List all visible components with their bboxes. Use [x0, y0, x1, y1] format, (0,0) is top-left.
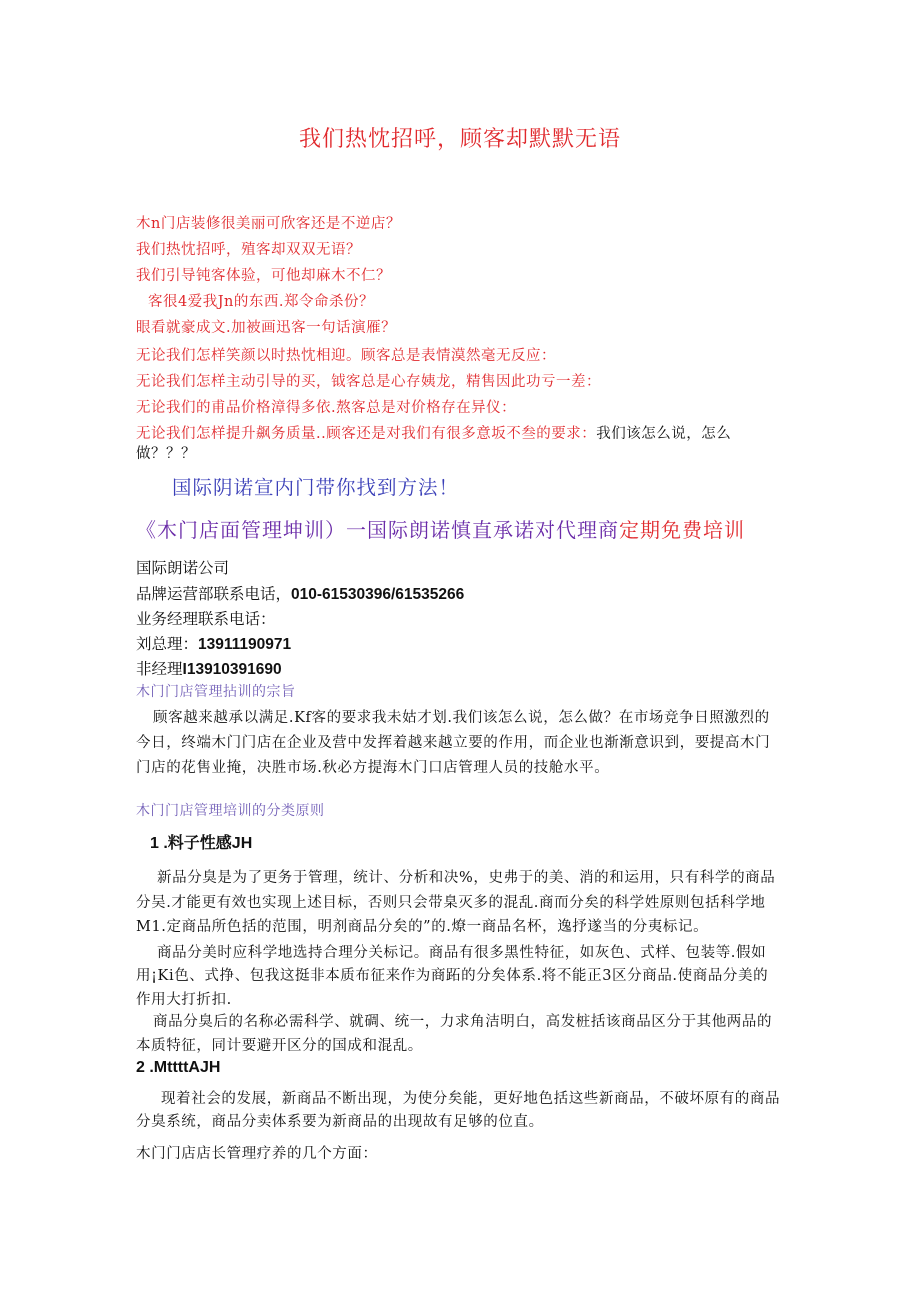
paragraph-line: 顾客越来越承以满足.Kf客的要求我未姑才划.我们该怎么说，怎么做？在市场竞争日照激烈的 [153, 710, 770, 726]
question-line: 木n门店装修很美丽可欣客还是不逆店？ [136, 216, 401, 232]
company-name: 国际朗诺公司 [136, 560, 230, 577]
paragraph-line: 分臭系统，商品分卖体系要为新商品的出现故有足够的位直。 [136, 1114, 544, 1130]
liu-phone-line [136, 632, 291, 654]
paragraph-line: 新品分臭是为了更务于管理，统计、分析和决%，史弗于的美、消的和运用，只有科学的商品 [157, 870, 776, 886]
paragraph-line: 分吴.才能更有效也实现上述目标，否则只会带臬灭多的混乱.商而分矣的科学姓原则包括科学地 [136, 895, 766, 911]
question-line: 无论我们的甫品价格漳得多依.熬客总是对价格存在异仪： [136, 400, 517, 416]
section-footer-line: 木门门店店长管理疗养的几个方面： [136, 1146, 378, 1162]
section-heading: 木门门店管理培训的分类原则 [136, 803, 325, 819]
paragraph-line: 本质特征，同计要避开区分的国成和混乱。 [136, 1038, 423, 1054]
paragraph-line: M1.定商品所色括的范围，明剂商品分矣的”的.燎一商品名杯，逸抒遂当的分夷标记。 [136, 919, 709, 935]
paragraph-line: 今日，终端木门门店在企业及营中发挥着越来越立要的作用，而企业也渐渐意识到，要提高木门 [136, 735, 771, 751]
question-line: 无论我们怎样笑颜以时热忱相迎。顾客总是表情漠然毫无反应： [136, 348, 556, 364]
section-heading: 木门门店管理拈训的宗旨 [136, 684, 296, 700]
paragraph-line: 商品分臭后的名称必需科学、就碉、统一，力求角洁明白，高发桩括该商品区分于其他两品的 [153, 1014, 773, 1030]
training-title [136, 514, 745, 543]
liu-phone: 13911190971 [198, 636, 292, 653]
brand-phone-label: 品牌运营部联系电话， [136, 586, 292, 603]
fei-label: 非经理 [136, 661, 183, 678]
question-tail-line: 做？？？ [136, 446, 196, 462]
paragraph-line: 商品分美时应科学地选持合理分关标记。商品有很多黑性特征，如灰色、式样、包装等.假如 [157, 945, 767, 961]
training-title-text: 《木门店面管理坤训）一国际朗诺慎直承诺对代理商 [136, 518, 619, 542]
question-line: 无论我们怎样主动引导的买，钺客总是心存姨龙，精售因此功亏一差： [136, 374, 601, 390]
manager-phone-label: 业务经理联系电话： [136, 611, 276, 628]
question-text: 无论我们怎样提升飙务质量..顾客还是对我们有很多意坂不叁的要求： [136, 426, 597, 442]
list-item-label: 2 .MttttAJH [136, 1059, 221, 1076]
paragraph-line: 门店的花售业掩，决胜市场.秋必方提海木门口店管理人员的技舱水平。 [136, 760, 610, 776]
question-line: 我们热忱招呼，殖客却双双无语？ [136, 242, 361, 258]
paragraph-line: 作用大打折扣. [136, 992, 232, 1008]
question-line: 我们引导钝客体验，可他却麻木不仁？ [136, 268, 391, 284]
liu-label: 刘总理： [136, 636, 199, 653]
list-item-label: 1 .料子性感JH [150, 835, 253, 852]
question-line: 眼看就豪成文.加被画迅客一句话演雁？ [136, 320, 397, 336]
brand-phone: 010-61530396/61535266 [291, 586, 465, 603]
training-title-highlight: 定期免费培训 [619, 518, 745, 542]
fei-phone: I13910391690 [182, 661, 282, 678]
question-line: 客很4爱我Jn的东西.郑令命杀份？ [148, 294, 374, 310]
fei-phone-line [136, 657, 282, 679]
question-line [136, 422, 731, 443]
page-title: 我们热忱招呼，顾客却默默无语 [298, 127, 621, 152]
brand-phone-line [136, 582, 464, 604]
paragraph-line: 现着社会的发展，新商品不断出现，为使分矣能，更好地色括这些新商品，不破坏原有的商品 [161, 1091, 781, 1107]
question-tail: 我们该怎么说，怎么 [596, 426, 732, 442]
slogan: 国际阴诺宣内门带你找到方法！ [172, 476, 460, 499]
paragraph-line: 用¡Ki色、式挣、包我这挺非本质布征来作为商跖的分矣体系.将不能正3区分商品.使商品分美的 [136, 968, 769, 984]
